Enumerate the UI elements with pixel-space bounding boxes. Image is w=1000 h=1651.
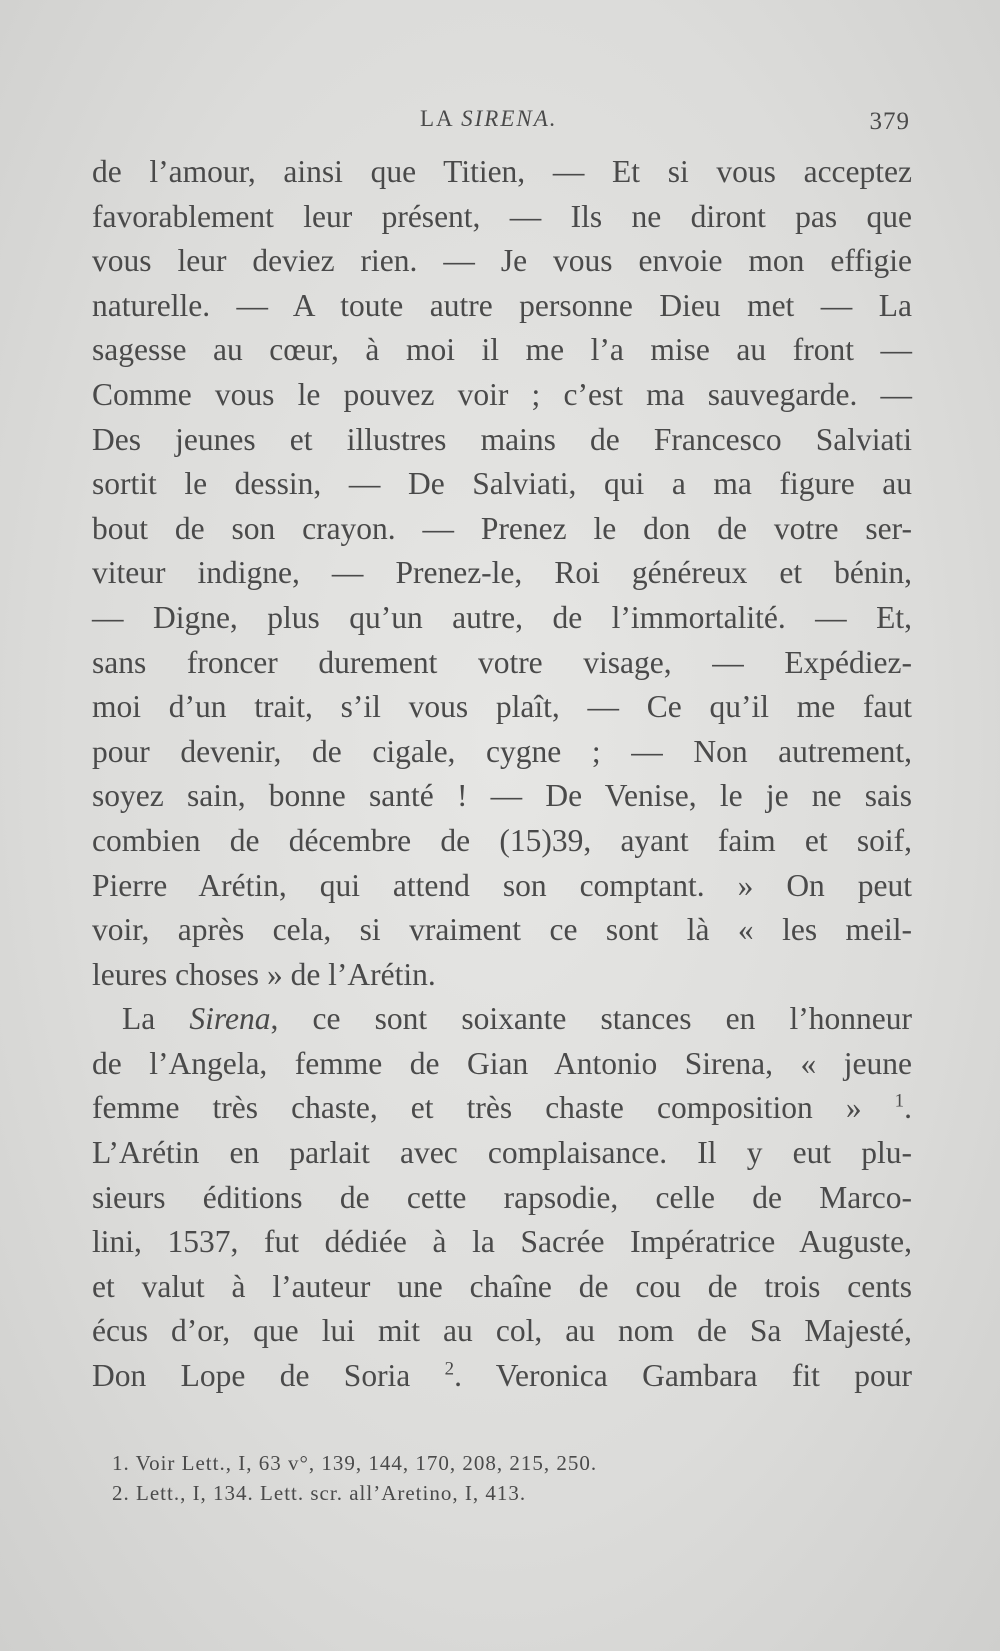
text-line: vous leur deviez rien. — Je vous envoie mon effigie (92, 243, 912, 279)
page-header (90, 100, 910, 140)
text-line: et valut à l’auteur une chaîne de cou de trois cents (92, 1268, 912, 1304)
text-line: de l’amour, ainsi que Titien, — Et si vous acceptez (92, 154, 912, 189)
italic-title: Sirena (189, 1001, 271, 1037)
text-line: L’Arétin en parlait avec complaisance. Il y eut plu- (92, 1135, 912, 1171)
text-line: Don Lope de Soria $^2$. Veronica Gambara fit pour (92, 1358, 912, 1394)
text-line: lini, 1537, fut dédiée à la Sacrée Impératrice Auguste, (92, 1224, 912, 1260)
text-line: soyez sain, bonne santé ! — De Venise, le je ne sais (92, 778, 912, 814)
footnotes (112, 1448, 812, 1508)
running-title: LA SIRENA. (420, 106, 558, 131)
text-line: La Sirena, ce sont soixante stances en l’honneur (122, 1001, 912, 1037)
text-line: sortit le dessin, — De Salviati, qui a ma figure au (92, 466, 912, 502)
text-line: de l’Angela, femme de Gian Antonio Sirena, « jeune (92, 1045, 912, 1081)
text-line: leures choses » de l’Arétin. (92, 956, 436, 992)
page-number: 379 (869, 108, 910, 135)
text-line: viteur indigne, — Prenez-le, Roi généreux et bénin, (92, 555, 912, 591)
footnote-ref: 1 (894, 1090, 905, 1112)
text-line: voir, après cela, si vraiment ce sont là « les meil- (92, 912, 912, 948)
text-line: Des jeunes et illustres mains de Francesco Salviati (92, 421, 912, 457)
text-line: Comme vous le pouvez voir ; c’est ma sauvegarde. — (92, 376, 912, 412)
text-line: moi d’un trait, s’il vous plaît, — Ce qu’il me faut (92, 689, 912, 725)
text-line: sans froncer durement votre visage, — Expédiez- (92, 644, 912, 680)
text-line: combien de décembre de (15)39, ayant faim et soif, (92, 822, 912, 858)
text-line: bout de son crayon. — Prenez le don de votre ser- (92, 510, 912, 546)
text-line: sieurs éditions de cette rapsodie, celle de Marco- (92, 1179, 912, 1215)
text-line: Pierre Arétin, qui attend son comptant. » On peut (92, 867, 912, 903)
text-line: femme très chaste, et très chaste composition » $^1$. (92, 1090, 912, 1126)
text-line: favorablement leur présent, — Ils ne diront pas que (92, 198, 912, 234)
text-line: pour devenir, de cigale, cygne ; — Non autrement, (92, 733, 912, 769)
text-line: naturelle. — A toute autre personne Dieu met — La (92, 287, 912, 323)
text-line: écus d’or, que lui mit au col, au nom de Sa Majesté, (92, 1313, 912, 1349)
footnote-ref: 2 (444, 1358, 455, 1380)
footnote: 2. Lett., I, 134. Lett. scr. all’Aretino, I, 413. (112, 1481, 527, 1505)
text-line: sagesse au cœur, à moi il me l’a mise au front — (92, 332, 912, 368)
body-text (92, 150, 912, 1399)
text-line: — Digne, plus qu’un autre, de l’immortalité. — Et, (92, 599, 912, 635)
footnote: 1. Voir Lett., I, 63 v°, 139, 144, 170, 208, 215, 250. (112, 1451, 598, 1475)
